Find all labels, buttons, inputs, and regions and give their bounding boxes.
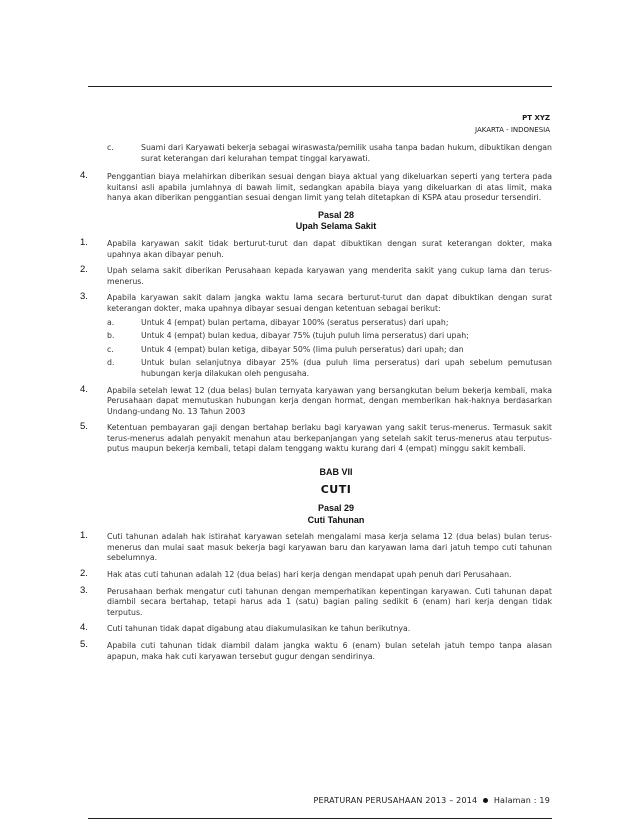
item-number: 1. — [80, 530, 88, 542]
pasal-subtitle: Upah Selama Sakit — [295, 221, 377, 232]
chapter-name: CUTI — [320, 482, 352, 496]
item-number: 5. — [80, 421, 88, 433]
sub-label: d. — [107, 358, 115, 368]
bullet-icon — [483, 798, 488, 803]
list-item — [80, 423, 552, 455]
sub-label: c. — [107, 344, 114, 354]
list-item — [80, 532, 552, 564]
sub-label: b. — [107, 331, 115, 341]
list-item — [80, 624, 552, 635]
sub-item — [107, 345, 552, 356]
list-item — [80, 383, 552, 418]
item-number: 4. — [80, 170, 88, 182]
sub-text: Untuk 4 (empat) bulan kedua, dibayar 75% (tujuh puluh lima perseratus) dari upah; — [141, 331, 469, 341]
item-text: Cuti tahunan tidak dapat digabung atau diakumulasikan ke tahun berikutnya. — [107, 624, 411, 634]
sub-text: Untuk bulan selanjutnya dibayar 25% (dua puluh lima perseratus) dari upah sebelum pemutusan hubungan kerja dilakukan oleh pengusaha. — [141, 358, 552, 378]
document-body — [80, 143, 552, 668]
section-heading-pasal-29 — [120, 503, 552, 526]
pasal-title: Pasal 28 — [317, 209, 355, 220]
sub-item — [107, 318, 552, 329]
pasal-subtitle: Cuti Tahunan — [307, 514, 365, 525]
page-footer — [313, 796, 550, 805]
sub-label: a. — [107, 317, 115, 327]
item-text: Apabila karyawan sakit dalam jangka waktu lama secara berturut-turut dan dapat dibuktikan dengan surat keterangan dokter, maka upahnya dibayar sesuai dengan ketentuan sebagai berikut: — [107, 293, 552, 313]
header-rule — [88, 86, 552, 87]
list-item — [80, 638, 552, 662]
item-text: Perusahaan berhak mengatur cuti tahunan dengan memperhatikan kepentingan karyawan. Cuti tahunan dapat diambil secara bertahap, tetapi harus ada 1 (satu) bagian paling sedikit 6 (enam) hari kerja dengan tidak terputus. — [107, 586, 552, 617]
item-text: Cuti tahunan adalah hak istirahat karyawan setelah mengalami masa kerja selama 12 (dua belas) bulan terus-menerus dan mulai saat masuk bekerja bagi karyawan baru dan karyawan lama dari jatuh tempo cuti tahunan sebelumnya. — [107, 532, 552, 563]
item-text: Ketentuan pembayaran gaji dengan bertahap berlaku bagi karyawan yang sakit terus-menerus. Termasuk sakit terus-menerus adalah penyakit menahun atau berkepanjangan yang setelah sakit terus-menerus atau terputus-putus maupun bekerja kembali, tetapi dalam tenggang waktu kurang dari 4 (empat) minggu sakit kembali. — [107, 423, 552, 454]
item-number: 3. — [80, 291, 88, 303]
chapter-title: BAB VII — [319, 467, 353, 478]
sub-item — [107, 331, 552, 342]
list-item — [80, 172, 552, 204]
list-item — [80, 266, 552, 287]
sub-label: c. — [107, 143, 114, 152]
item-text: Hak atas cuti tahunan adalah 12 (dua belas) hari kerja dengan mendapat upah penuh dari Perusahaan. — [107, 569, 512, 579]
footer-text: PERATURAN PERUSAHAAN 2013 – 2014 — [313, 796, 478, 805]
item-number: 4. — [80, 383, 88, 395]
company-name: PT XYZ — [522, 114, 550, 122]
pasal-title: Pasal 29 — [317, 503, 355, 514]
item-number: 2. — [80, 264, 88, 276]
item-number: 5. — [80, 638, 88, 650]
company-location: JAKARTA - INDONESIA — [475, 126, 550, 134]
item-number: 1. — [80, 236, 88, 248]
item-text: Penggantian biaya melahirkan diberikan sesuai dengan biaya aktual yang dikeluarkan seperti yang tertera pada kuitansi asli apabila jumlahnya di bawah limit, sedangkan apabila biaya yang dikeluarkan di atas limit, maka hanya akan diberikan penggantian sesuai dengan limit yang telah ditetapkan di KSPA atau prosedur tersendiri. — [107, 172, 552, 203]
footer-rule — [88, 818, 552, 819]
item-number: 2. — [80, 567, 88, 579]
sub-item — [107, 358, 552, 379]
list-item — [80, 567, 552, 581]
item-text: Apabila setelah lewat 12 (dua belas) bulan ternyata karyawan yang bersangkutan belum bekerja kembali, maka Perusahaan dapat memutuskan hubungan kerja dengan hormat, dengan memberikan hak-haknya berdasarkan Undang-undang No. 13 Tahun 2003 — [107, 385, 552, 416]
item-text: Upah selama sakit diberikan Perusahaan kepada karyawan yang menderita sakit yang cukup lama dan terus-menerus. — [107, 266, 552, 286]
list-item — [107, 143, 552, 164]
sub-text: Untuk 4 (empat) bulan pertama, dibayar 100% (seratus perseratus) dari upah; — [141, 317, 449, 327]
page-number: Halaman : 19 — [493, 796, 550, 805]
sub-text: Suami dari Karyawati bekerja sebagai wiraswasta/pemilik usaha tanpa badan hukum, dibuktikan dengan surat keterangan dari kelurahan tempat tinggal karyawati. — [141, 143, 552, 163]
list-item — [80, 293, 552, 379]
item-number: 4. — [80, 622, 88, 634]
item-number: 3. — [80, 584, 88, 596]
list-item — [80, 236, 552, 260]
sub-text: Untuk 4 (empat) bulan ketiga, dibayar 50% (lima puluh perseratus) dari upah; dan — [141, 344, 464, 354]
list-item — [80, 584, 552, 619]
item-text: Apabila cuti tahunan tidak diambil dalam jangka waktu 6 (enam) bulan setelah jatuh tempo tanpa alasan apapun, maka hak cuti karyawan tersebut gugur dengan sendirinya. — [107, 640, 552, 661]
item-text: Apabila karyawan sakit tidak berturut-turut dan dapat dibuktikan dengan surat keterangan dokter, maka upahnya akan dibayar penuh. — [107, 238, 552, 259]
section-heading-pasal-28 — [120, 210, 552, 233]
